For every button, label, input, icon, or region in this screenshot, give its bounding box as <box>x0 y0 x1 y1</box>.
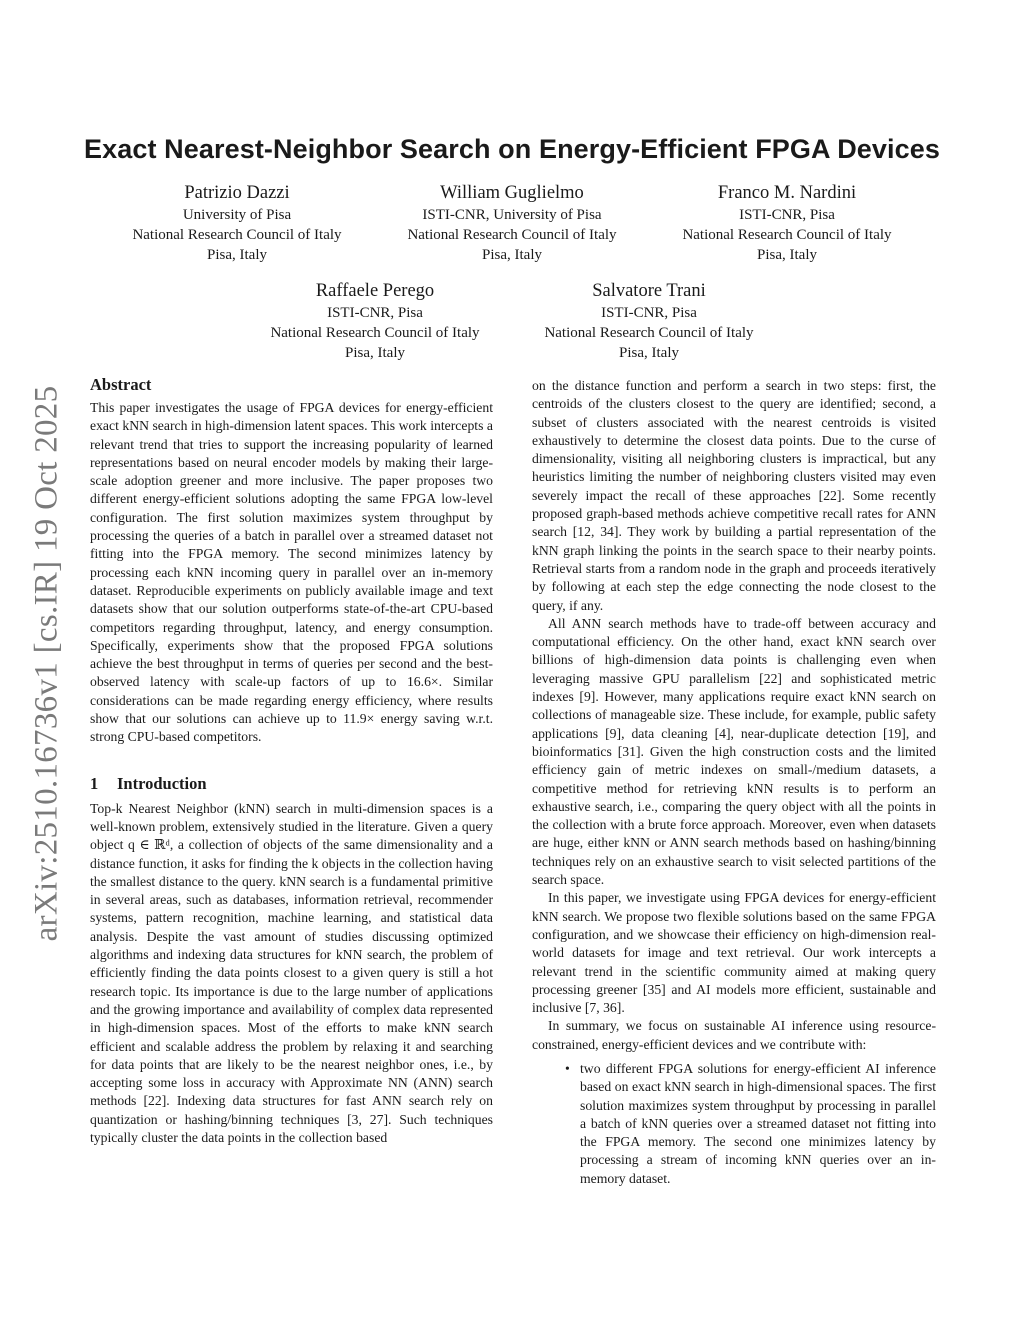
arxiv-id: arXiv:2510.16736v1 [cs.IR] 19 Oct 2025 <box>28 385 65 941</box>
author-block <box>514 279 784 363</box>
author-name: Raffaele Perego <box>315 281 435 301</box>
author-name: William Guglielmo <box>440 183 584 203</box>
paper-title: Exact Nearest-Neighbor Search on Energy-Efficient FPGA Devices <box>84 134 940 164</box>
section-title: Introduction <box>117 773 207 793</box>
author-block <box>377 181 647 265</box>
author-affiliation: ISTI-CNR, University of Pisa <box>422 207 602 223</box>
author-affiliation: ISTI-CNR, Pisa <box>739 207 835 223</box>
contribution-item: • two different FPGA solutions for energy-efficient AI inference based on exact kNN search in high-dimensional spaces. The first solution maximizes system throughput by processing in parallel a batch of kNN queries over a streamed dataset not fitting into the FPGA memory. The second one minimizes latency by processing a stream of incoming kNN queries over an in-memory dataset. <box>580 1060 936 1188</box>
author-affiliation: National Research Council of Italy <box>682 227 892 243</box>
abstract-heading: Abstract <box>90 375 152 394</box>
author-name: Franco M. Nardini <box>717 183 857 203</box>
author-affiliation: National Research Council of Italy <box>132 227 342 243</box>
intro-paragraph: All ANN search methods have to trade-off between accuracy and computational efficiency. On the other hand, exact kNN search over billions of high-dimension data points is challenging even when leveraging massive GPU parallelism [22] and sophisticated metric indexes [9]. However, many applications require exact kNN search on collections of manageable size. These include, for example, public safety applications [9], data cleaning [4], near-duplicate detection [19], and bioinformatics [31]. Given the high construction costs and the limited efficiency gain of metric indexes on small-/medium datasets, a competitive method for retrieving kNN results is to perform an exhaustive search, i.e., comparing the query object with all the points in the collection with a brute force approach. Moreover, even when datasets are huge, either kNN or ANN search methods based on hashing/binning techniques rely on an exhaustive search to visit selected partitions of the search space. <box>532 615 936 888</box>
author-affiliation: National Research Council of Italy <box>544 325 754 341</box>
section-number: 1 <box>90 773 99 793</box>
intro-paragraph: Top-k Nearest Neighbor (kNN) search in multi-dimension spaces is a well-known problem, extensively studied in the literature. Given a query object q ∈ ℝᵈ, a collection of objects of the same dimensionality and a distance function, it asks for finding the k objects in the collection having the smallest distance to the query. kNN search is a fundamental primitive in several areas, such as databases, information retrieval, recommender systems, pattern recognition, machine learning, and statistical data analysis. Despite the vast amount of studies discussing optimized algorithms and indexing data structures for kNN search, the problem of efficiently finding the data points closest to a given query is still a hot research topic. Its importance is due to the large number of applications and the growing importance and availability of complex data represented in high-dimension spaces. Most of the efforts to make kNN search efficient and scalable address the problem by relaxing it and searching for data points that are likely to be the nearest neighbor ones, i.e., by accepting some loss in accuracy with Approximate NN (ANN) search methods [22]. Indexing data structures for fast ANN search rely on quantization or hashing/binning techniques [3, 27]. Such techniques typically cluster the data points in the collection based <box>90 800 493 1145</box>
author-location: Pisa, Italy <box>482 247 542 263</box>
abstract-text: This paper investigates the usage of FPGA devices for energy-efficient exact kNN search in high-dimension latent spaces. This work intercepts a relevant trend that tries to support the increasing popularity of learned representations based on neural encoder models by making their large-scale adoption greener and more inclusive. The paper proposes two different energy-efficient solutions adopting the same FPGA low-level configuration. The first solution maximizes system throughput by processing the queries of a batch in parallel over a streamed dataset not fitting into the FPGA memory. The second minimizes latency by processing each kNN incoming query in parallel over an in-memory dataset. Reproducible experiments on publicly available image and text datasets show that our solution outperforms state-of-the-art CPU-based competitors regarding throughput, latency, and energy consumption. Specifically, experiments show that the proposed FPGA solutions achieve the best throughput in terms of queries per second and the best-observed latency with scale-up factors of up to 16.6×. Similar considerations can be made regarding energy efficiency, where results show that our solutions can achieve up to 11.9× energy saving w.r.t. strong CPU-based competitors. <box>90 400 493 745</box>
author-location: Pisa, Italy <box>619 345 679 361</box>
author-affiliation: University of Pisa <box>182 207 292 223</box>
author-block <box>652 181 922 265</box>
author-name: Salvatore Trani <box>592 281 706 301</box>
author-location: Pisa, Italy <box>757 247 817 263</box>
contribution-list <box>532 1060 936 1188</box>
author-affiliation: National Research Council of Italy <box>407 227 617 243</box>
author-affiliation: ISTI-CNR, Pisa <box>327 305 423 321</box>
left-column <box>90 374 493 1147</box>
author-location: Pisa, Italy <box>345 345 405 361</box>
author-block <box>240 279 510 363</box>
author-affiliation: ISTI-CNR, Pisa <box>601 305 697 321</box>
author-name: Patrizio Dazzi <box>184 183 290 203</box>
right-column <box>532 377 936 1188</box>
arxiv-stamp <box>22 378 72 948</box>
author-affiliation: National Research Council of Italy <box>270 325 480 341</box>
intro-paragraph-continued: on the distance function and perform a search in two steps: first, the centroids of the clusters closest to the query are identified; second, a subset of clusters associated with the nearest centroids is visited exhaustively to determine the closest data points. Due to the curse of dimensionality, visiting all neighboring clusters is impractical, but any heuristics limiting the number of neighboring clusters visited may even severely impact the recall of these approaches [22]. Some recently proposed graph-based methods achieve competitive recall rates for ANN search [12, 34]. They work by building a partial representation of the kNN graph linking the points in the search space to their nearby points. Retrieval starts from a random node in the graph and proceeds iteratively by following at each step the edge connecting the node closest to the query, if any. <box>532 378 936 613</box>
intro-paragraph: In this paper, we investigate using FPGA devices for energy-efficient kNN search. We propose two flexible solutions based on the same FPGA configuration, and we showcase their efficiency on high-dimension real-world datasets for image and text retrieval. Our work intercepts a relevant trend in the scientific community aimed at making query processing greener [35] and AI models more efficient, sustainable and inclusive [7, 36]. <box>532 890 936 1016</box>
author-location: Pisa, Italy <box>207 247 267 263</box>
intro-paragraph: In summary, we focus on sustainable AI inference using resource-constrained, energy-efficient devices and we contribute with: <box>532 1018 936 1052</box>
section-heading <box>90 773 493 795</box>
author-block <box>102 181 372 265</box>
